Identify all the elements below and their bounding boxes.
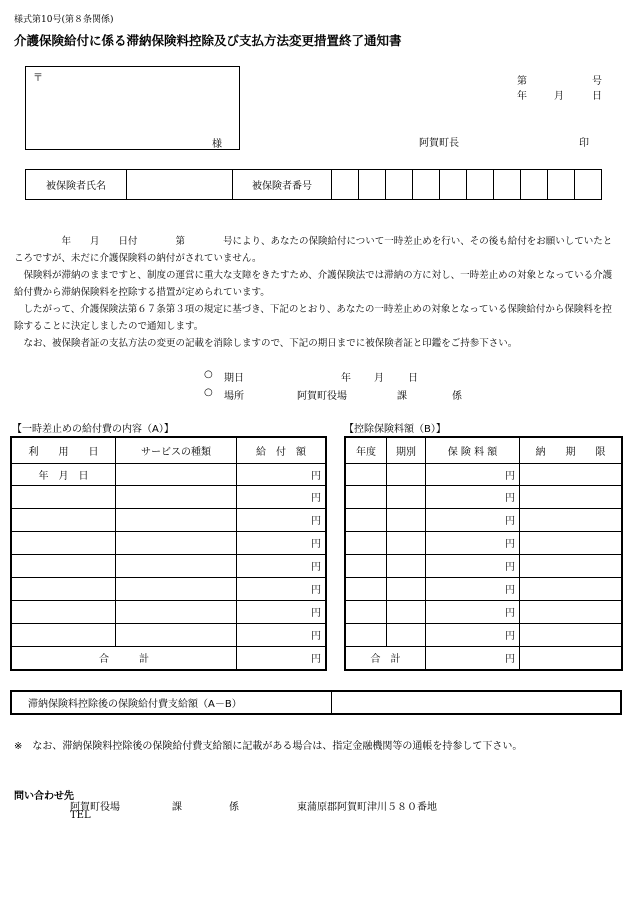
table-a xyxy=(10,436,327,671)
table-b-yen: 円 xyxy=(426,623,520,646)
table-b-cell xyxy=(345,508,387,531)
insured-number-digit xyxy=(440,170,467,200)
issue-year: 年 xyxy=(517,91,527,102)
table-a-header: 利 用 日 xyxy=(11,437,116,463)
schedule-day: 日 xyxy=(408,373,418,384)
table-a-service-cell xyxy=(116,554,237,577)
issue-dai: 第 xyxy=(517,76,527,87)
table-b-total-yen: 円 xyxy=(426,646,520,670)
table-a-caption: 【一時差止めの給付費の内容（A）】 xyxy=(12,424,174,435)
body-paragraph-2: 保険料が滞納のままですと、制度の運営に重大な支障をきたすため、介護保険法では滞納の方に対し、一時差止めの対象となっている介護給付費から滞納保険料を控除する措置が定められています。 xyxy=(14,270,613,298)
insured-number-digit xyxy=(386,170,413,200)
table-b-cell xyxy=(520,623,623,646)
table-b-yen: 円 xyxy=(426,531,520,554)
table-a-yen: 円 xyxy=(237,531,327,554)
body-paragraph-3: したがって、介護保険法第６７条第３項の規定に基づき、下記のとおり、あなたの一時差止めの対象となっている保険給付から保険料を控除することに決定しましたので通知します。 xyxy=(14,304,612,332)
schedule-ka: 課 xyxy=(397,391,407,402)
table-a-date-cell xyxy=(11,485,116,508)
table-a-service-cell xyxy=(116,600,237,623)
table-b-cell xyxy=(345,600,387,623)
table-b-cell xyxy=(345,554,387,577)
contact-address: 東蒲原郡阿賀町津川５８０番地 xyxy=(297,802,437,813)
table-a-date-cell xyxy=(11,531,116,554)
table-b-total-label: 合 計 xyxy=(345,646,426,670)
schedule-place: 阿賀町役場 xyxy=(297,391,347,402)
table-a-date-cell: 年 月 日 xyxy=(11,463,116,485)
schedule-date-label: 期日 xyxy=(224,373,244,384)
table-b-cell xyxy=(520,508,623,531)
table-a-service-cell xyxy=(116,508,237,531)
table-a-header: 給 付 額 xyxy=(237,437,327,463)
table-b-cell xyxy=(345,577,387,600)
insured-name-cell xyxy=(127,170,233,200)
table-b-cell xyxy=(520,600,623,623)
table-b-cell xyxy=(520,463,623,485)
table-a-total-label: 合 計 xyxy=(11,646,237,670)
table-a-service-cell xyxy=(116,463,237,485)
table-b-yen: 円 xyxy=(426,554,520,577)
table-b-yen: 円 xyxy=(426,577,520,600)
sama-label: 様 xyxy=(212,139,222,150)
postal-mark: 〒 xyxy=(33,73,43,84)
table-b xyxy=(344,436,623,671)
insured-number-digit xyxy=(413,170,440,200)
schedule-bullet: ○ xyxy=(204,369,213,380)
table-b-yen: 円 xyxy=(426,463,520,485)
seal-mark: 印 xyxy=(579,138,589,149)
table-b-cell xyxy=(520,531,623,554)
insured-number-digit xyxy=(521,170,548,200)
payment-table xyxy=(10,690,622,715)
table-b-cell xyxy=(387,600,426,623)
address-box xyxy=(25,66,240,150)
table-b-cell xyxy=(520,554,623,577)
schedule-bullet: ○ xyxy=(204,387,213,398)
table-a-yen: 円 xyxy=(237,577,327,600)
table-b-header: 保 険 料 額 xyxy=(426,437,520,463)
contact-kakari: 係 xyxy=(229,802,239,813)
insured-number-digit xyxy=(332,170,359,200)
table-b-yen: 円 xyxy=(426,508,520,531)
schedule-month: 月 xyxy=(374,373,384,384)
contact-heading: 問い合わせ先 xyxy=(14,791,74,802)
insured-number-digit xyxy=(548,170,575,200)
table-b-yen: 円 xyxy=(426,600,520,623)
insured-number-label: 被保険者番号 xyxy=(233,170,332,200)
schedule-kakari: 係 xyxy=(452,391,462,402)
table-b-caption: 【控除保険料額（B）】 xyxy=(344,424,446,435)
insured-number-digit xyxy=(575,170,602,200)
table-b-cell xyxy=(520,646,623,670)
contact-tel: TEL xyxy=(70,810,91,821)
insured-table xyxy=(25,169,602,200)
form-number: 様式第10号(第８条関係) xyxy=(14,15,114,25)
table-a-service-cell xyxy=(116,485,237,508)
table-a-yen: 円 xyxy=(237,463,327,485)
insured-number-digit xyxy=(494,170,521,200)
issue-day: 日 xyxy=(592,91,602,102)
table-a-date-cell xyxy=(11,600,116,623)
note-text: ※ なお、滞納保険料控除後の保険給付費支給額に記載がある場合は、指定金融機関等の通帳を持参して下さい。 xyxy=(14,741,523,752)
table-a-service-cell xyxy=(116,623,237,646)
table-b-yen: 円 xyxy=(426,485,520,508)
table-b-cell xyxy=(387,554,426,577)
table-a-total-yen: 円 xyxy=(237,646,327,670)
table-b-cell xyxy=(345,485,387,508)
table-b-header: 期別 xyxy=(387,437,426,463)
contact-ka: 課 xyxy=(172,802,182,813)
table-a-service-cell xyxy=(116,531,237,554)
table-a-header: サービスの種類 xyxy=(116,437,237,463)
table-b-cell xyxy=(345,531,387,554)
issuer-name: 阿賀町長 xyxy=(419,138,459,149)
issue-go: 号 xyxy=(592,76,602,87)
table-a-yen: 円 xyxy=(237,600,327,623)
table-b-cell xyxy=(387,531,426,554)
table-a-date-cell xyxy=(11,623,116,646)
table-b-cell xyxy=(387,508,426,531)
table-a-date-cell xyxy=(11,554,116,577)
table-a-service-cell xyxy=(116,577,237,600)
table-b-header: 納 期 限 xyxy=(520,437,623,463)
payment-label: 滞納保険料控除後の保険給付費支給額（A－B） xyxy=(11,691,332,714)
table-b-cell xyxy=(387,623,426,646)
table-a-date-cell xyxy=(11,508,116,531)
table-b-cell xyxy=(520,577,623,600)
table-b-cell xyxy=(387,485,426,508)
table-b-cell xyxy=(387,577,426,600)
body-paragraph-1: 年 月 日付 第 号により、あなたの保険給付について一時差止めを行い、その後も給付をお願いしていたところですが、未だに介護保険料の納付がされていません。 xyxy=(14,236,613,264)
table-a-yen: 円 xyxy=(237,623,327,646)
schedule-place-label: 場所 xyxy=(224,391,244,402)
notice-body xyxy=(14,233,616,352)
document-title: 介護保険給付に係る滞納保険料控除及び支払方法変更措置終了通知書 xyxy=(14,33,402,48)
table-a-yen: 円 xyxy=(237,485,327,508)
table-a-yen: 円 xyxy=(237,508,327,531)
table-b-cell xyxy=(387,463,426,485)
issue-month: 月 xyxy=(554,91,564,102)
table-b-cell xyxy=(345,463,387,485)
insured-name-label: 被保険者氏名 xyxy=(26,170,127,200)
insured-number-digit xyxy=(359,170,386,200)
table-b-cell xyxy=(520,485,623,508)
table-a-yen: 円 xyxy=(237,554,327,577)
schedule-year: 年 xyxy=(341,373,351,384)
payment-amount-cell xyxy=(332,691,622,714)
table-b-header: 年度 xyxy=(345,437,387,463)
insured-number-digit xyxy=(467,170,494,200)
contact-office: 阿賀町役場 xyxy=(70,802,120,813)
table-a-date-cell xyxy=(11,577,116,600)
table-b-cell xyxy=(345,623,387,646)
body-paragraph-4: なお、被保険者証の支払方法の変更の記載を消除しますので、下記の期日までに被保険者証と印鑑をご持参下さい。 xyxy=(14,338,518,349)
